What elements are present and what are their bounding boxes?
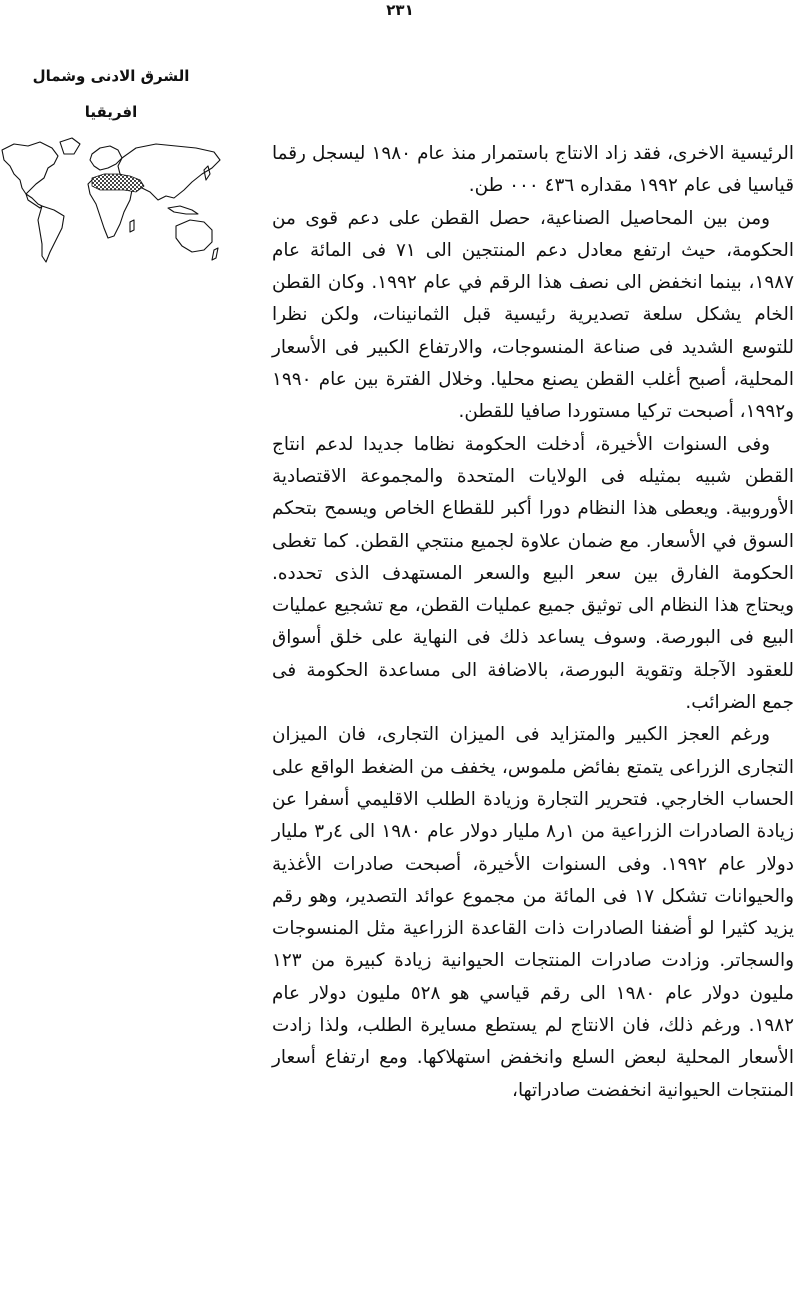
- map-australia: [176, 220, 212, 252]
- map-madagascar: [130, 220, 134, 232]
- paragraph: وفى السنوات الأخيرة، أدخلت الحكومة نظاما جديدا لدعم انتاج القطن شبيه بمثيله فى الولايات المتحدة والمجموعة الاقتصادية الأوروبية. ويعطى هذا النظام دورا أكبر للقطاع الخاص ويسمح بتحكم السوق في الأسعار. مع ضمان علاوة لجميع منتجي القطن. كما تغطى الحكومة الفارق بين سعر البيع والسعر المستهدف الذى تحدده. ويحتاج هذا النظام الى توثيق جميع عمليات القطن، مع تشجيع عمليات البيع فى البورصة. وسوف يساعد ذلك فى النهاية على خلق أسواق للعقود الآجلة وتقوية البورصة، بالاضافة الى مساعدة الحكومة فى جمع الضرائب.: [272, 433, 794, 714]
- map-central-america: [26, 194, 42, 208]
- map-highlight-region: [92, 174, 144, 192]
- map-south-america: [38, 206, 64, 262]
- world-map-icon: [0, 134, 222, 284]
- map-japan: [204, 166, 210, 180]
- paragraph: ومن بين المحاصيل الصناعية، حصل القطن على دعم قوى من الحكومة، حيث ارتفع معادل دعم المنتجين الى ٧١ فى المائة عام ١٩٨٧، بينما انخفض الى نصف هذا الرقم في عام ١٩٩٢. وكان القطن الخام يشكل سلعة تصديرية رئيسية قبل الثمانينات، ولكن نظرا للتوسع الشديد فى صناعة المنسوجات، والارتفاع الكبير فى الأسعار المحلية، أصبح أغلب القطن يصنع محليا. وخلال الفترة بين عام ١٩٩٠ و١٩٩٢، أصبحت تركيا مستوردا صافيا للقطن.: [272, 207, 794, 423]
- map-north-america: [2, 142, 58, 194]
- map-new-zealand: [212, 248, 218, 260]
- paragraph: ورغم العجز الكبير والمتزايد فى الميزان التجارى، فان الميزان التجارى الزراعى يتمتع بفائض ملموس، يخفف من الضغط الواقع على الحساب الخارجي. فتحرير التجارة وزيادة الطلب الاقليمي أسفرا عن زيادة الصادرات الزراعية من ١ر٨ مليار دولار عام ١٩٨٠ الى ٤ر٣ مليار دولار عام ١٩٩٢. وفى السنوات الأخيرة، أصبحت صادرات الأغذية والحيوانات تشكل ١٧ فى المائة من مجموع عوائد التصدير، وهو رقم يزيد كثيرا لو أضفنا الصادرات ذات القاعدة الزراعية مثل المنسوجات والسجاتر. وزادت صادرات المنتجات الحيوانية زيادة كبيرة من ١٢٣ مليون دولار عام ١٩٨٠ الى رقم قياسي هو ٥٢٨ مليون دولار عام ١٩٨٢. ورغم ذلك، فان الانتاج لم يستطع مسايرة الطلب، ولذا زادت الأسعار المحلية لبعض السلع وانخفض استهلاكها. ومع ارتفاع أسعار المنتجات الحيوانية انخفضت صادراتها،: [272, 724, 795, 1101]
- page-number: ٢٣١: [386, 1, 414, 19]
- section-heading: [0, 66, 222, 122]
- body-text: [272, 138, 794, 1107]
- section-heading-line-2: افريقيا: [84, 103, 138, 121]
- map-greenland: [60, 138, 80, 154]
- map-europe: [90, 146, 122, 170]
- paragraph: الرئيسية الاخرى، فقد زاد الانتاج باستمرار منذ عام ١٩٨٠ ليسجل رقما قياسيا فى عام ١٩٩٢ مقداره ٤٣٦ ٠٠٠ طن.: [272, 143, 794, 197]
- map-indonesia: [168, 206, 198, 214]
- section-heading-line-1: الشرق الادنى وشمال: [32, 67, 190, 85]
